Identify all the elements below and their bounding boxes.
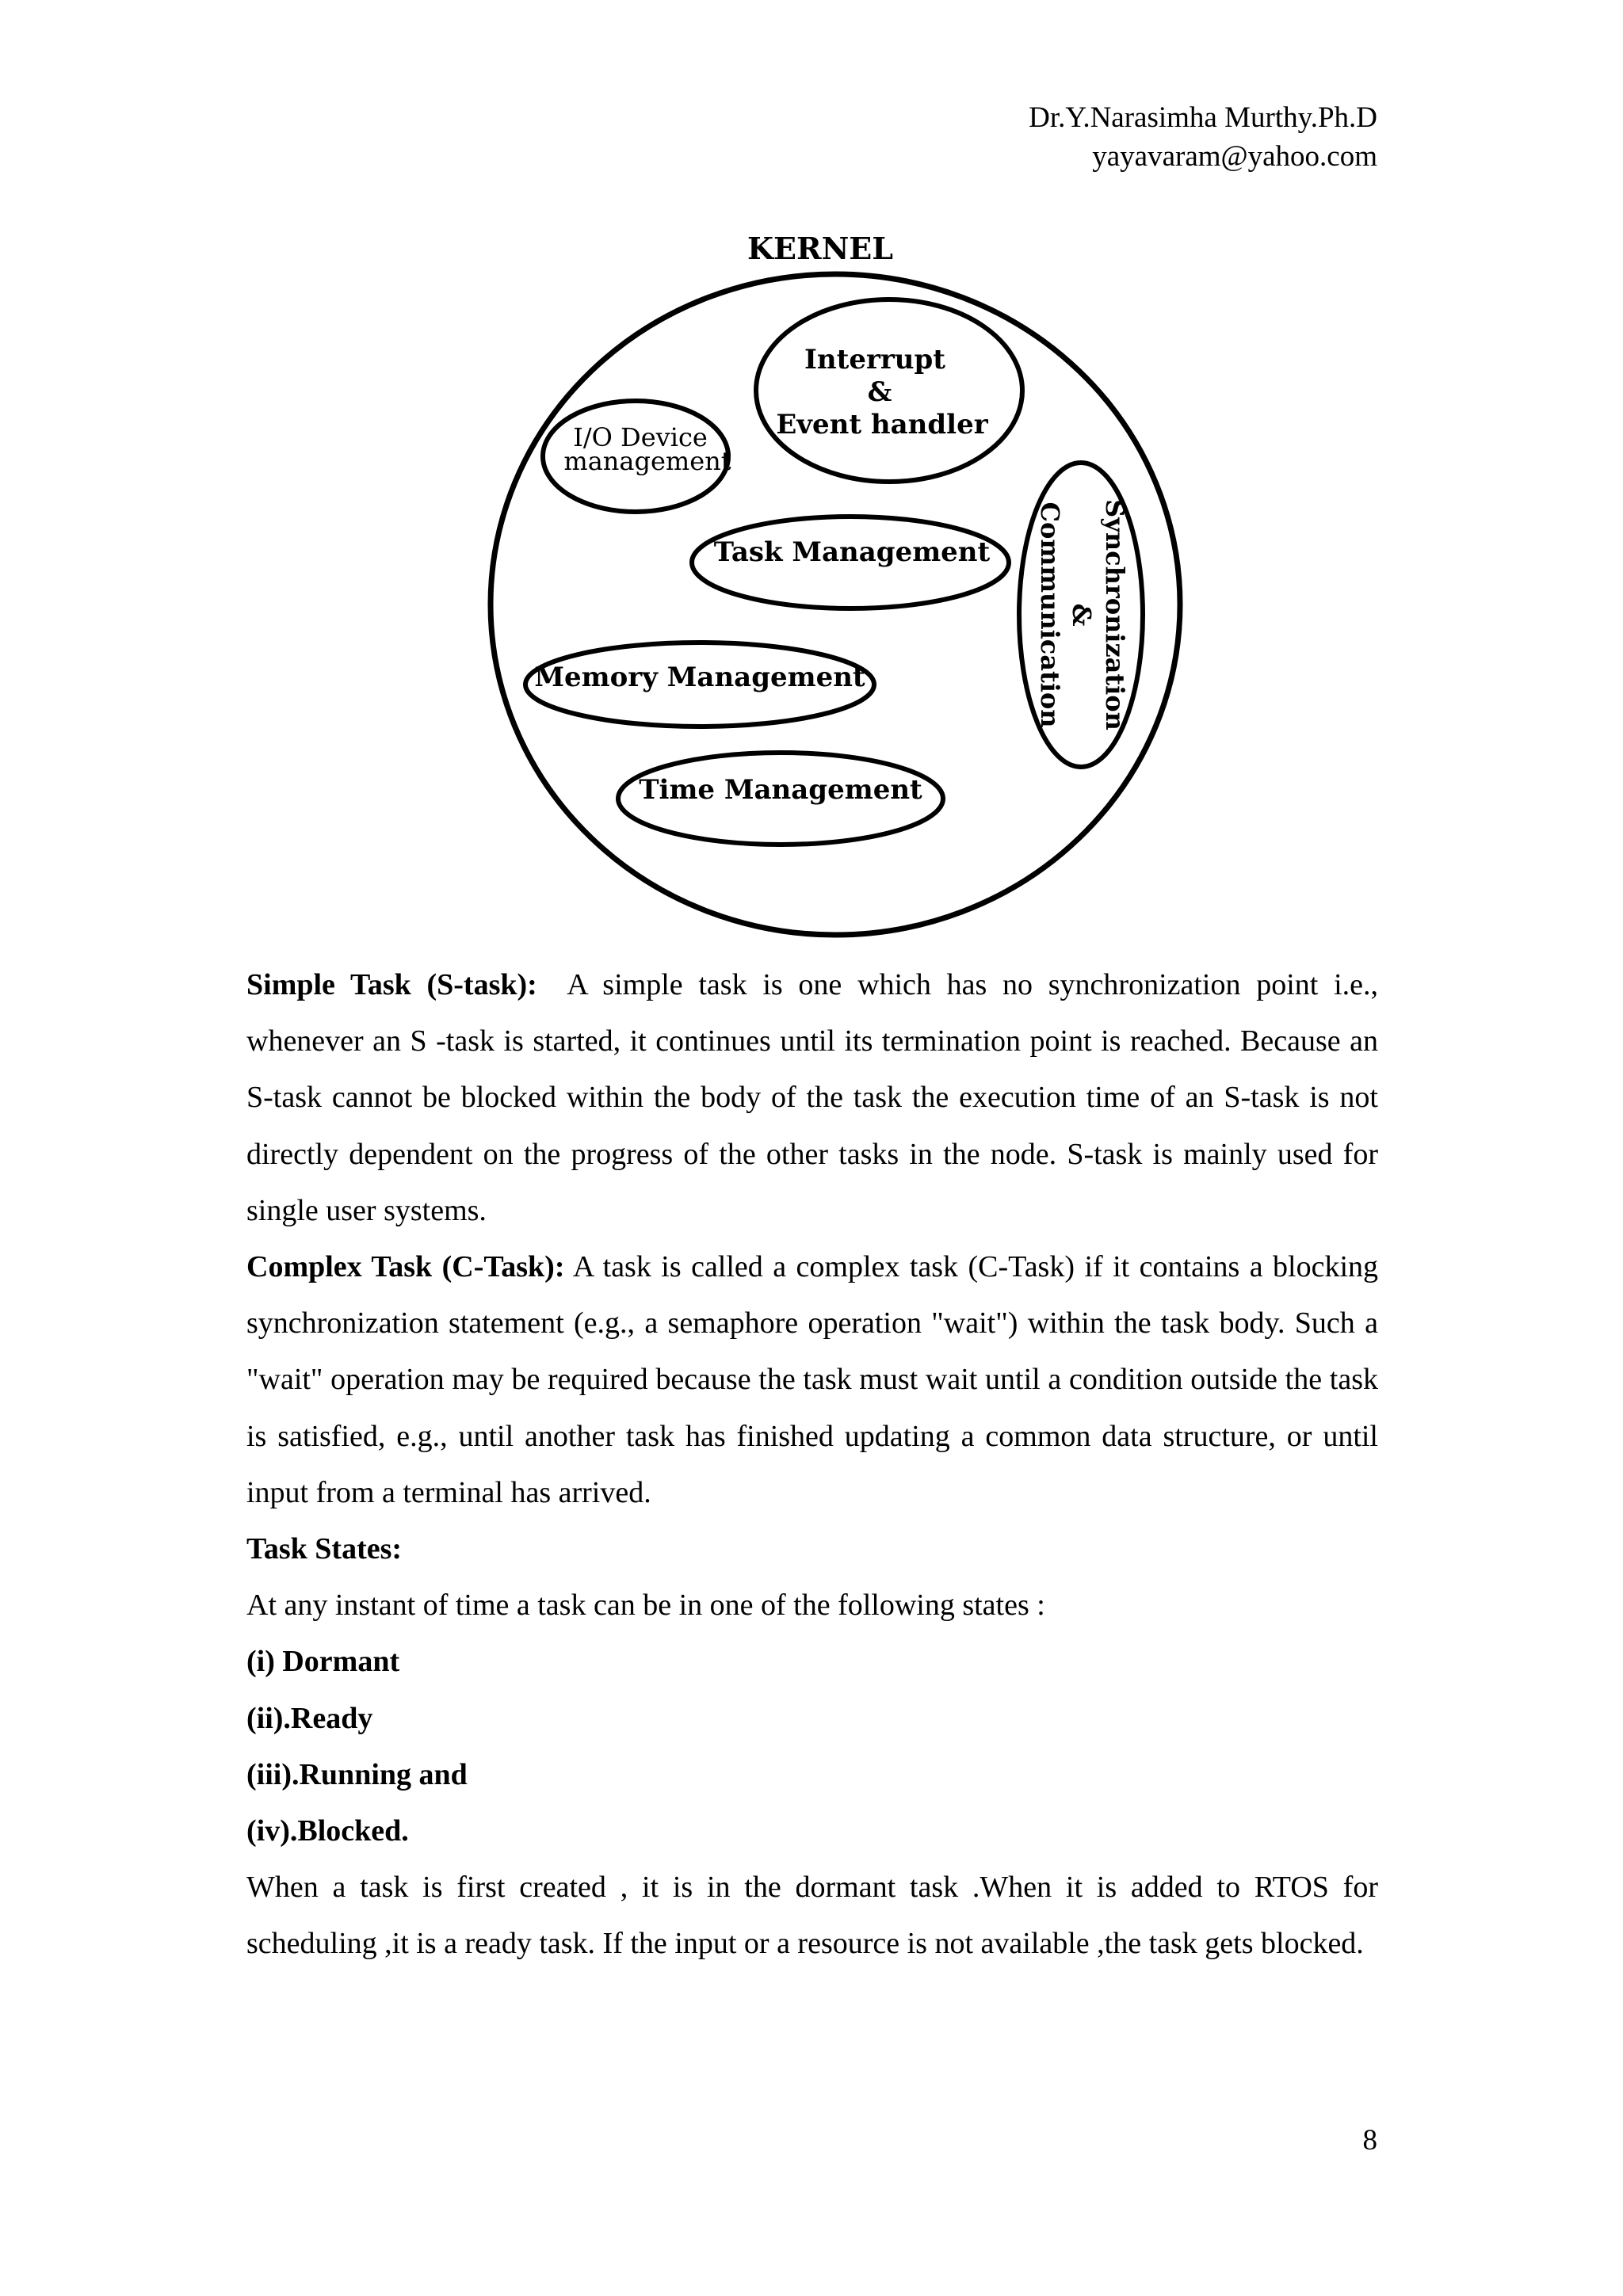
complex-task-text: A task is called a complex task (C-Task) if it contains a blocking synchronization statement (e.g., a semaphore operation "wait") within the task body. Such a "wait" operation may be required because the task must wait until a condition outside the task is satisfied, e.g., until another task has finished updating a common data structure, or until input from a terminal has arrived. (246, 1250, 1379, 1509)
page-number: 8 (1362, 2124, 1377, 2157)
simple-task-paragraph (246, 957, 1378, 1239)
author-name: Dr.Y.Narasimha Murthy.Ph.D (1029, 101, 1377, 134)
sync-label-3: Communication (1035, 502, 1065, 728)
task-management-label: Task Management (713, 536, 991, 568)
sync-label-1: Synchronization (1100, 499, 1130, 730)
interrupt-label-1: Interrupt (804, 344, 945, 376)
page-header (1029, 98, 1377, 176)
interrupt-label-3: Event handler (776, 409, 988, 441)
time-management-label: Time Management (639, 774, 922, 806)
io-label-1: I/O Device (573, 422, 708, 452)
io-label-2: management (563, 446, 731, 476)
kernel-diagram-svg (475, 222, 1189, 947)
task-states-closing: When a task is first created , it is in the dormant task .When it is added to RTOS for scheduling ,it is a ready task. If the input or a resource is not available ,the task gets blocked. (246, 1871, 1378, 1961)
state-item-blocked: (iv).Blocked. (246, 1814, 409, 1848)
state-item-dormant: (i) Dormant (246, 1645, 400, 1679)
complex-task-heading: Complex Task (C-Task): (246, 1250, 565, 1284)
task-states-heading: Task States: (246, 1532, 403, 1566)
task-states-intro: At any instant of time a task can be in one of the following states : (246, 1589, 1045, 1623)
body-text (246, 957, 1378, 1973)
simple-task-text: A simple task is one which has no synchronization point i.e., whenever an S -task is started, it continues until its termination point is reached. Because an S-task cannot be blocked within the body of the task the execution time of an S-task is not directly dependent on the progress of the other tasks in the node. S-task is mainly used for single user systems. (246, 968, 1378, 1227)
memory-management-label: Memory Management (534, 662, 865, 693)
interrupt-label-2: & (867, 376, 892, 408)
author-email: yayavaram@yahoo.com (1092, 140, 1377, 173)
state-item-running: (iii).Running and (246, 1757, 468, 1791)
sync-label-2: & (1067, 603, 1097, 627)
complex-task-paragraph (246, 1239, 1378, 1521)
kernel-diagram (475, 222, 1189, 947)
state-item-ready: (ii).Ready (246, 1701, 373, 1735)
kernel-title: KERNEL (747, 231, 893, 266)
simple-task-heading: Simple Task (S-task): (246, 968, 537, 1001)
